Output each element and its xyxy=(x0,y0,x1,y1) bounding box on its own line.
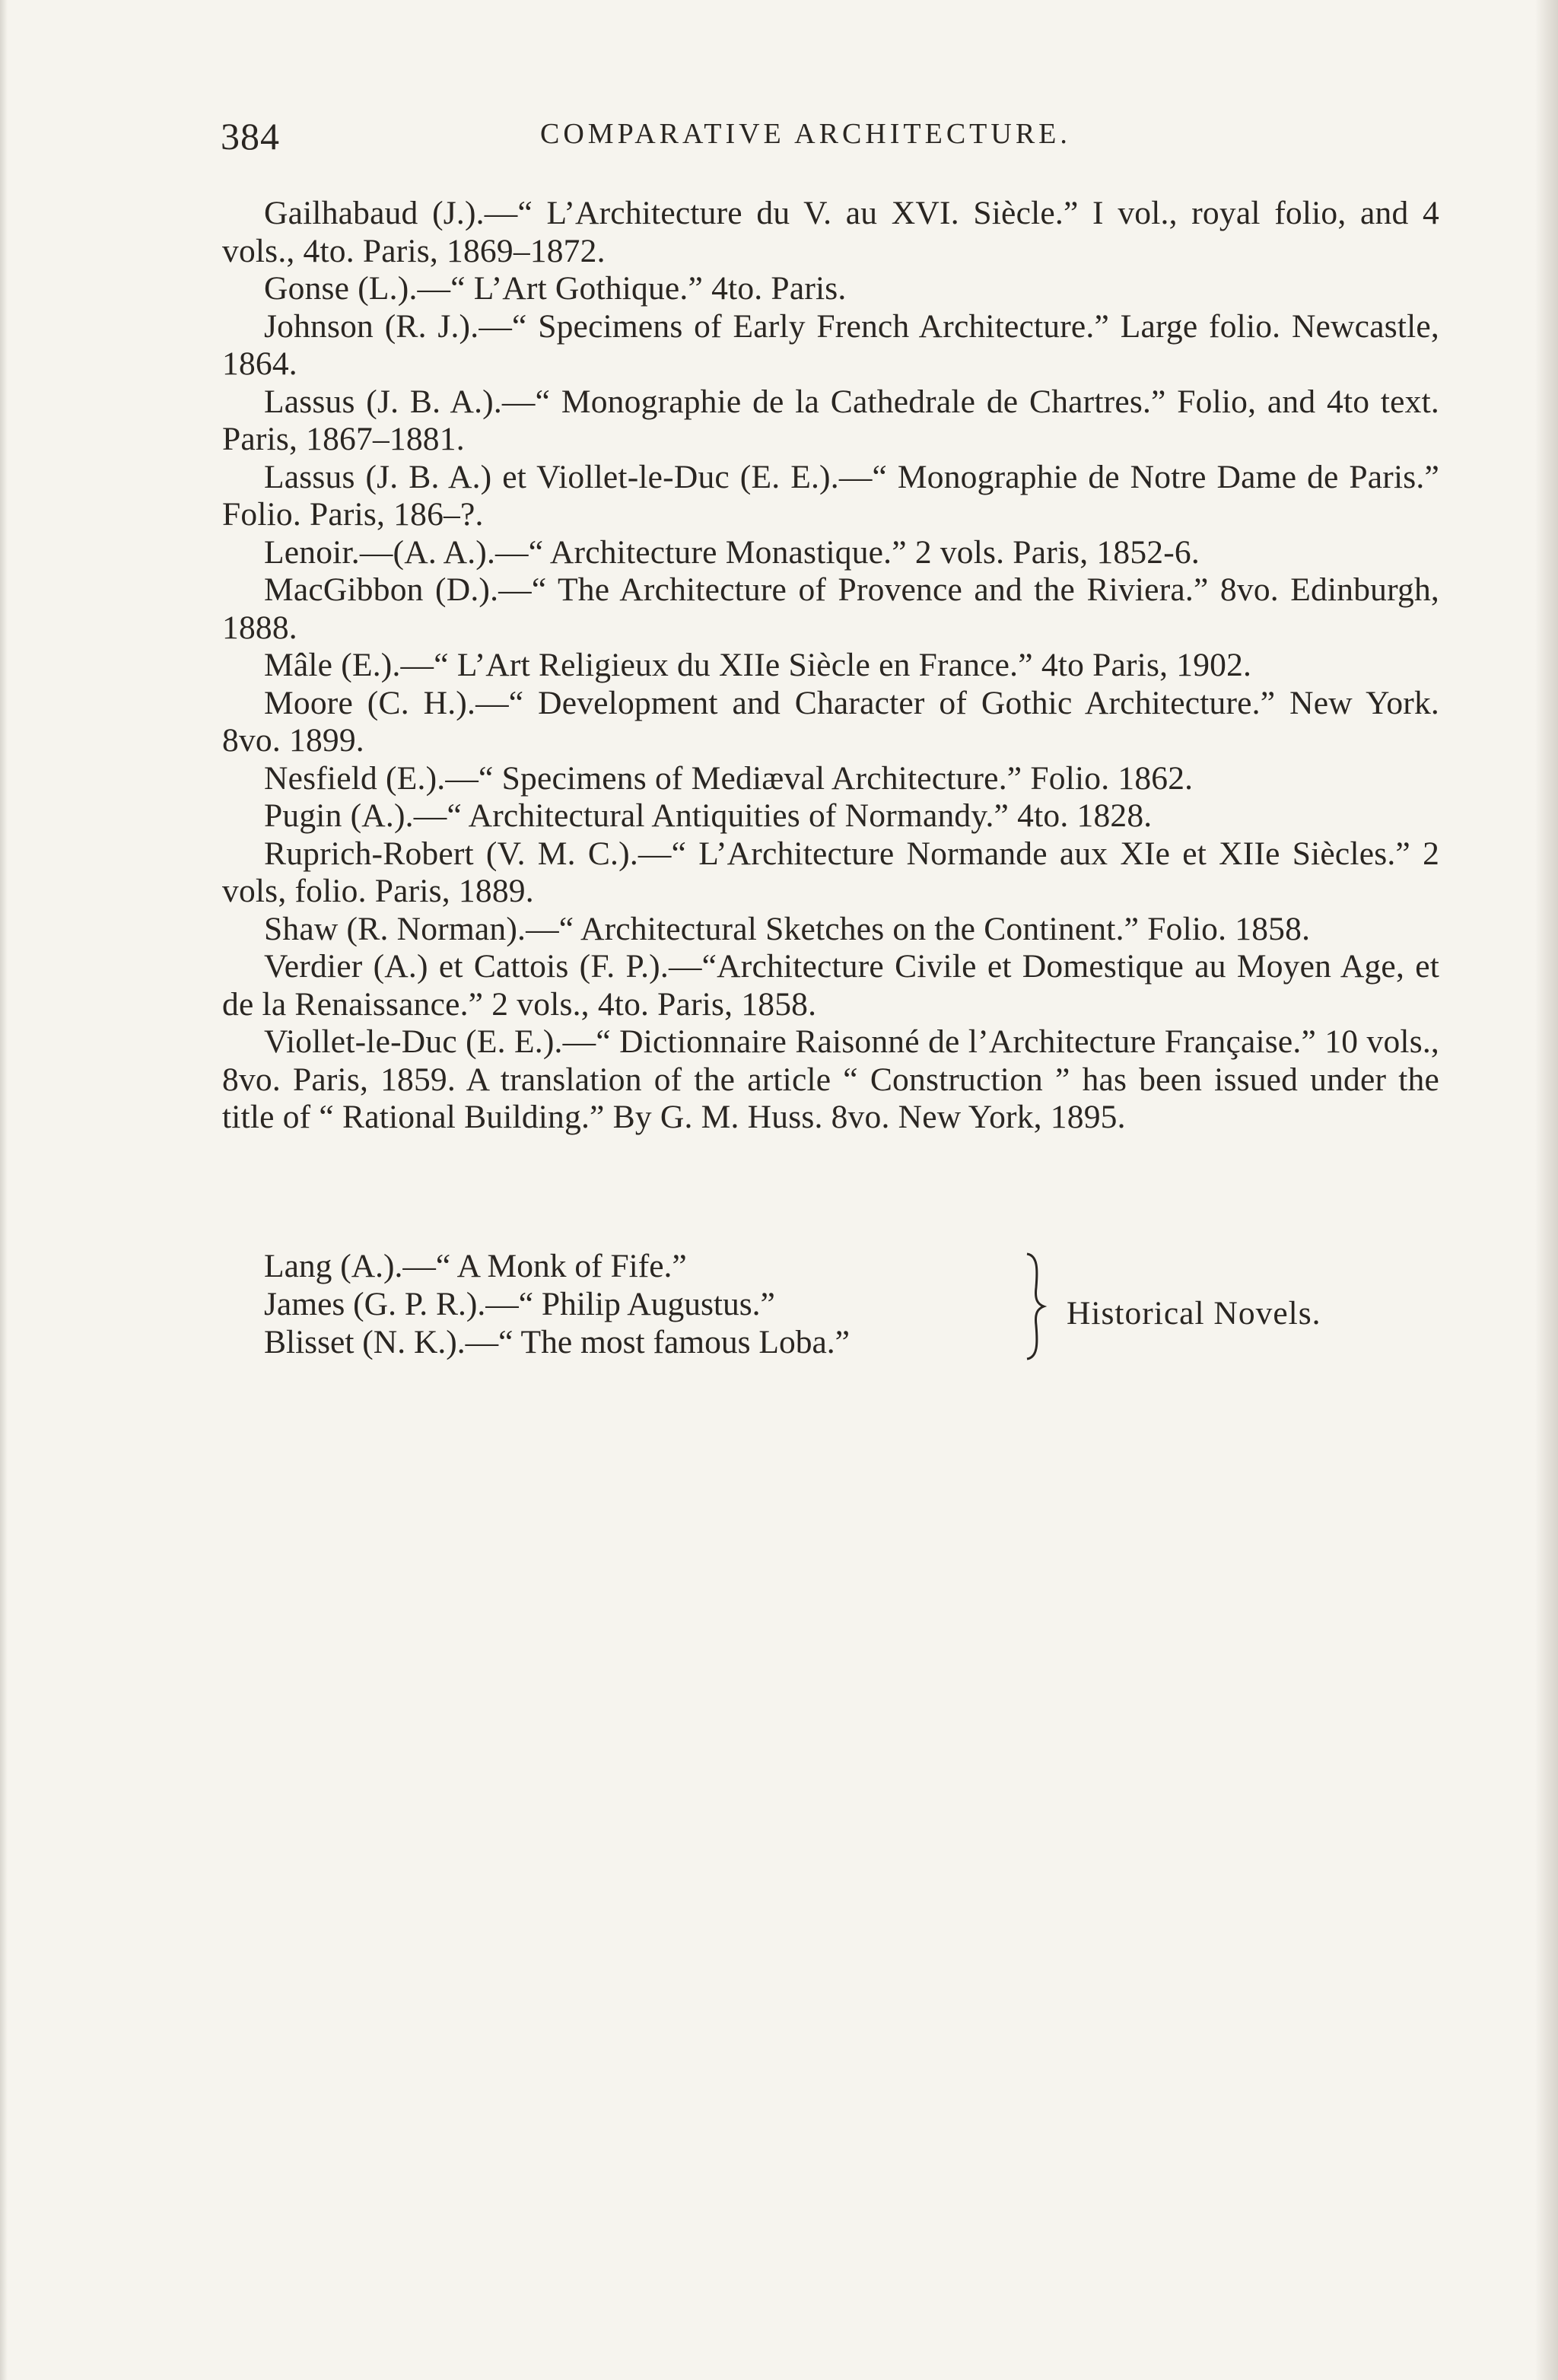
entry-citation: Shaw (R. Norman).—“ Architectural Sketches on the Continent.” xyxy=(264,910,1140,947)
novel-entry: Blisset (N. K.).—“ The most famous Loba.” xyxy=(264,1324,850,1360)
bibliography-entry xyxy=(222,797,1439,835)
entry-citation: Verdier (A.) et Cattois (F. P.).—“Architecture Civile et Domestique au Moyen Age, et de la Renaissance.” xyxy=(222,948,1439,1023)
entry-details: Large folio. Newcastle, 1864. xyxy=(222,307,1439,382)
historical-novels-label: Historical Novels. xyxy=(1067,1295,1321,1332)
novel-entry: James (G. P. R.).—“ Philip Augustus.” xyxy=(264,1286,775,1322)
running-title: COMPARATIVE ARCHITECTURE. xyxy=(540,118,1071,150)
bibliography-entry xyxy=(222,383,1439,459)
entry-details: Folio, and 4to text. Paris, 1867–1881. xyxy=(222,383,1439,457)
entry-details: 10 vols., 8vo. Paris, 1859. A translation of the article “ Construction ” has been issued under the title of “ Rational Building.” By G. M. Huss. 8vo. New York, 1895. xyxy=(222,1023,1439,1135)
curly-brace-icon xyxy=(1021,1249,1051,1363)
entry-citation: MacGibbon (D.).—“ The Architecture of Provence and the Riviera.” xyxy=(264,571,1209,608)
entry-citation: Gailhabaud (J.).—“ L’Architecture du V. au XVI. Siècle.” xyxy=(264,195,1079,231)
historical-novels-group xyxy=(222,1248,1439,1377)
entry-citation: Viollet-le-Duc (E. E.).—“ Dictionnaire Raisonné de l’Architecture Française.” xyxy=(264,1023,1316,1060)
entry-citation: Gonse (L.).—“ L’Art Gothique.” xyxy=(264,270,704,307)
page-edge-shadow xyxy=(1535,0,1558,2380)
page-gutter-shadow xyxy=(0,0,8,2380)
bibliography-entry xyxy=(222,270,1439,308)
bibliography-entry xyxy=(222,948,1439,1023)
entry-citation: Pugin (A.).—“ Architectural Antiquities of Normandy.” xyxy=(264,797,1010,834)
entry-citation: Nesfield (E.).—“ Specimens of Mediæval Architecture.” xyxy=(264,759,1022,797)
entry-details: Folio. 1862. xyxy=(1030,759,1194,797)
entry-details: Folio. Paris, 186–?. xyxy=(222,496,484,533)
entry-details: I vol., royal folio, and 4 vols., 4to. Paris, 1869–1872. xyxy=(222,195,1439,269)
bibliography-entry xyxy=(222,911,1439,949)
entry-details: New York. 8vo. 1899. xyxy=(222,684,1439,759)
entry-details: 2 vols, folio. Paris, 1889. xyxy=(222,835,1440,909)
entry-citation: Lenoir.—(A. A.).—“ Architecture Monastique.” xyxy=(264,533,907,571)
bibliography-entry xyxy=(222,459,1439,534)
bibliography-entry xyxy=(222,835,1439,911)
entry-details: 2 vols., 4to. Paris, 1858. xyxy=(491,985,817,1023)
bibliography-entry xyxy=(222,571,1439,647)
bibliography-entry xyxy=(222,685,1439,760)
entry-citation: Mâle (E.).—“ L’Art Religieux du XIIe Siècle en France.” xyxy=(264,647,1033,683)
entry-citation: Lassus (J. B. A.) et Viollet-le-Duc (E. E.).—“ Monographie de Notre Dame de Paris.” xyxy=(264,458,1439,495)
entry-citation: Ruprich-Robert (V. M. C.).—“ L’Architecture Normande aux XIe et XIIe Siècles.” xyxy=(264,835,1410,872)
bibliography-list xyxy=(222,195,1439,1137)
entry-details: 8vo. Edinburgh, 1888. xyxy=(222,571,1440,646)
bibliography-entry xyxy=(222,308,1439,383)
entry-details: 4to Paris, 1902. xyxy=(1041,647,1252,683)
novel-entry: Lang (A.).—“ A Monk of Fife.” xyxy=(264,1248,687,1284)
bibliography-entry xyxy=(222,760,1439,798)
page-number: 384 xyxy=(221,115,280,158)
entry-details: 2 vols. Paris, 1852-6. xyxy=(914,533,1200,571)
entry-details: 4to. Paris. xyxy=(711,270,847,307)
entry-details: Folio. 1858. xyxy=(1147,910,1311,947)
entry-citation: Johnson (R. J.).—“ Specimens of Early French Architecture.” xyxy=(264,307,1110,345)
bibliography-entry xyxy=(222,647,1439,685)
entry-details: 4to. 1828. xyxy=(1017,797,1153,834)
entry-citation: Lassus (J. B. A.).—“ Monographie de la Cathedrale de Chartres.” xyxy=(264,383,1166,420)
bibliography-entry xyxy=(222,1023,1439,1137)
entry-citation: Moore (C. H.).—“ Development and Character of Gothic Architecture.” xyxy=(264,684,1276,721)
page-header xyxy=(221,114,1453,167)
bibliography-entry xyxy=(222,195,1439,270)
bibliography-entry xyxy=(222,534,1439,572)
